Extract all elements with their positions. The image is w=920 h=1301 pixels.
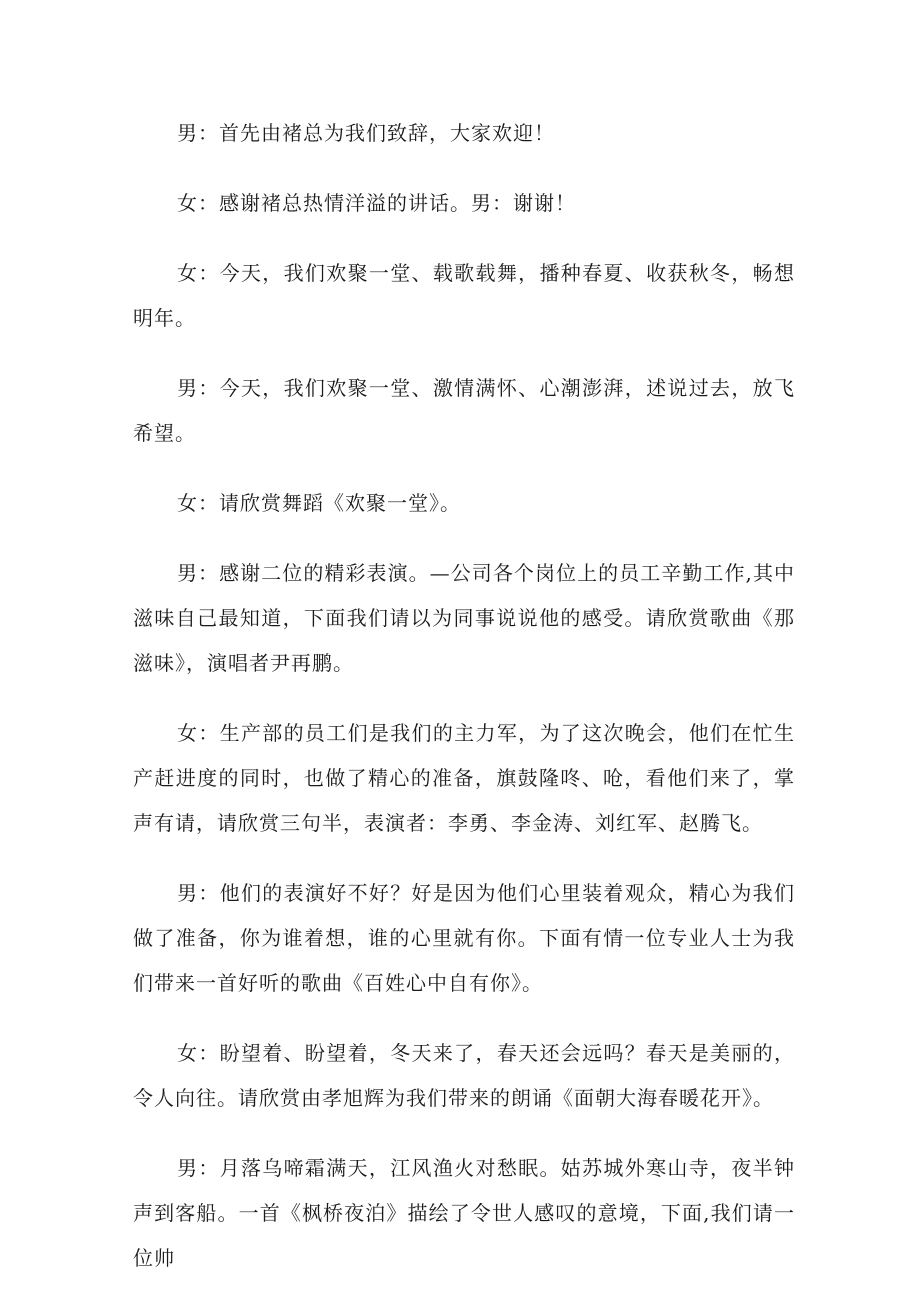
paragraph-3: 女：今天，我们欢聚一堂、载歌载舞，播种春夏、收获秋冬，畅想明年。	[133, 261, 795, 330]
paragraph-5: 女：请欣赏舞蹈《欢聚一堂》。	[177, 491, 461, 515]
paragraph-10: 男：月落乌啼霜满天，江风渔火对愁眠。姑苏城外寒山寺，夜半钟声到客船。一首《枫桥夜泊》描绘了令世人感叹的意境，下面,我们请一位帅	[133, 1156, 795, 1270]
paragraph-6: 男：感谢二位的精彩表演。—公司各个岗位上的员工辛勤工作,其中滋味自己最知道，下面我们请以为同事说说他的感受。请欣赏歌曲《那滋味》，演唱者尹再鹏。	[133, 561, 795, 675]
paragraph-1: 男：首先由褚总为我们致辞，大家欢迎！	[177, 121, 555, 145]
paragraph-9: 女：盼望着、盼望着，冬天来了，春天还会远吗？春天是美丽的，令人向往。请欣赏由孝旭辉为我们带来的朗诵《面朝大海春暖花开》。	[133, 1041, 795, 1110]
paragraph-4: 男：今天，我们欢聚一堂、激情满怀、心潮澎湃，述说过去，放飞希望。	[133, 376, 795, 445]
paragraph-8: 男：他们的表演好不好？好是因为他们心里装着观众，精心为我们做了准备，你为谁着想，谁的心里就有你。下面有情一位专业人士为我们带来一首好听的歌曲《百姓心中自有你》。	[133, 881, 795, 995]
paragraph-7: 女：生产部的员工们是我们的主力军，为了这次晚会，他们在忙生产赶进度的同时，也做了精心的准备，旗鼓隆咚、呛，看他们来了，掌声有请，请欣赏三句半，表演者：李勇、李金涛、刘红军、赵腾飞。	[133, 721, 795, 835]
paragraph-2: 女：感谢褚总热情洋溢的讲话。男：谢谢！	[177, 191, 576, 215]
